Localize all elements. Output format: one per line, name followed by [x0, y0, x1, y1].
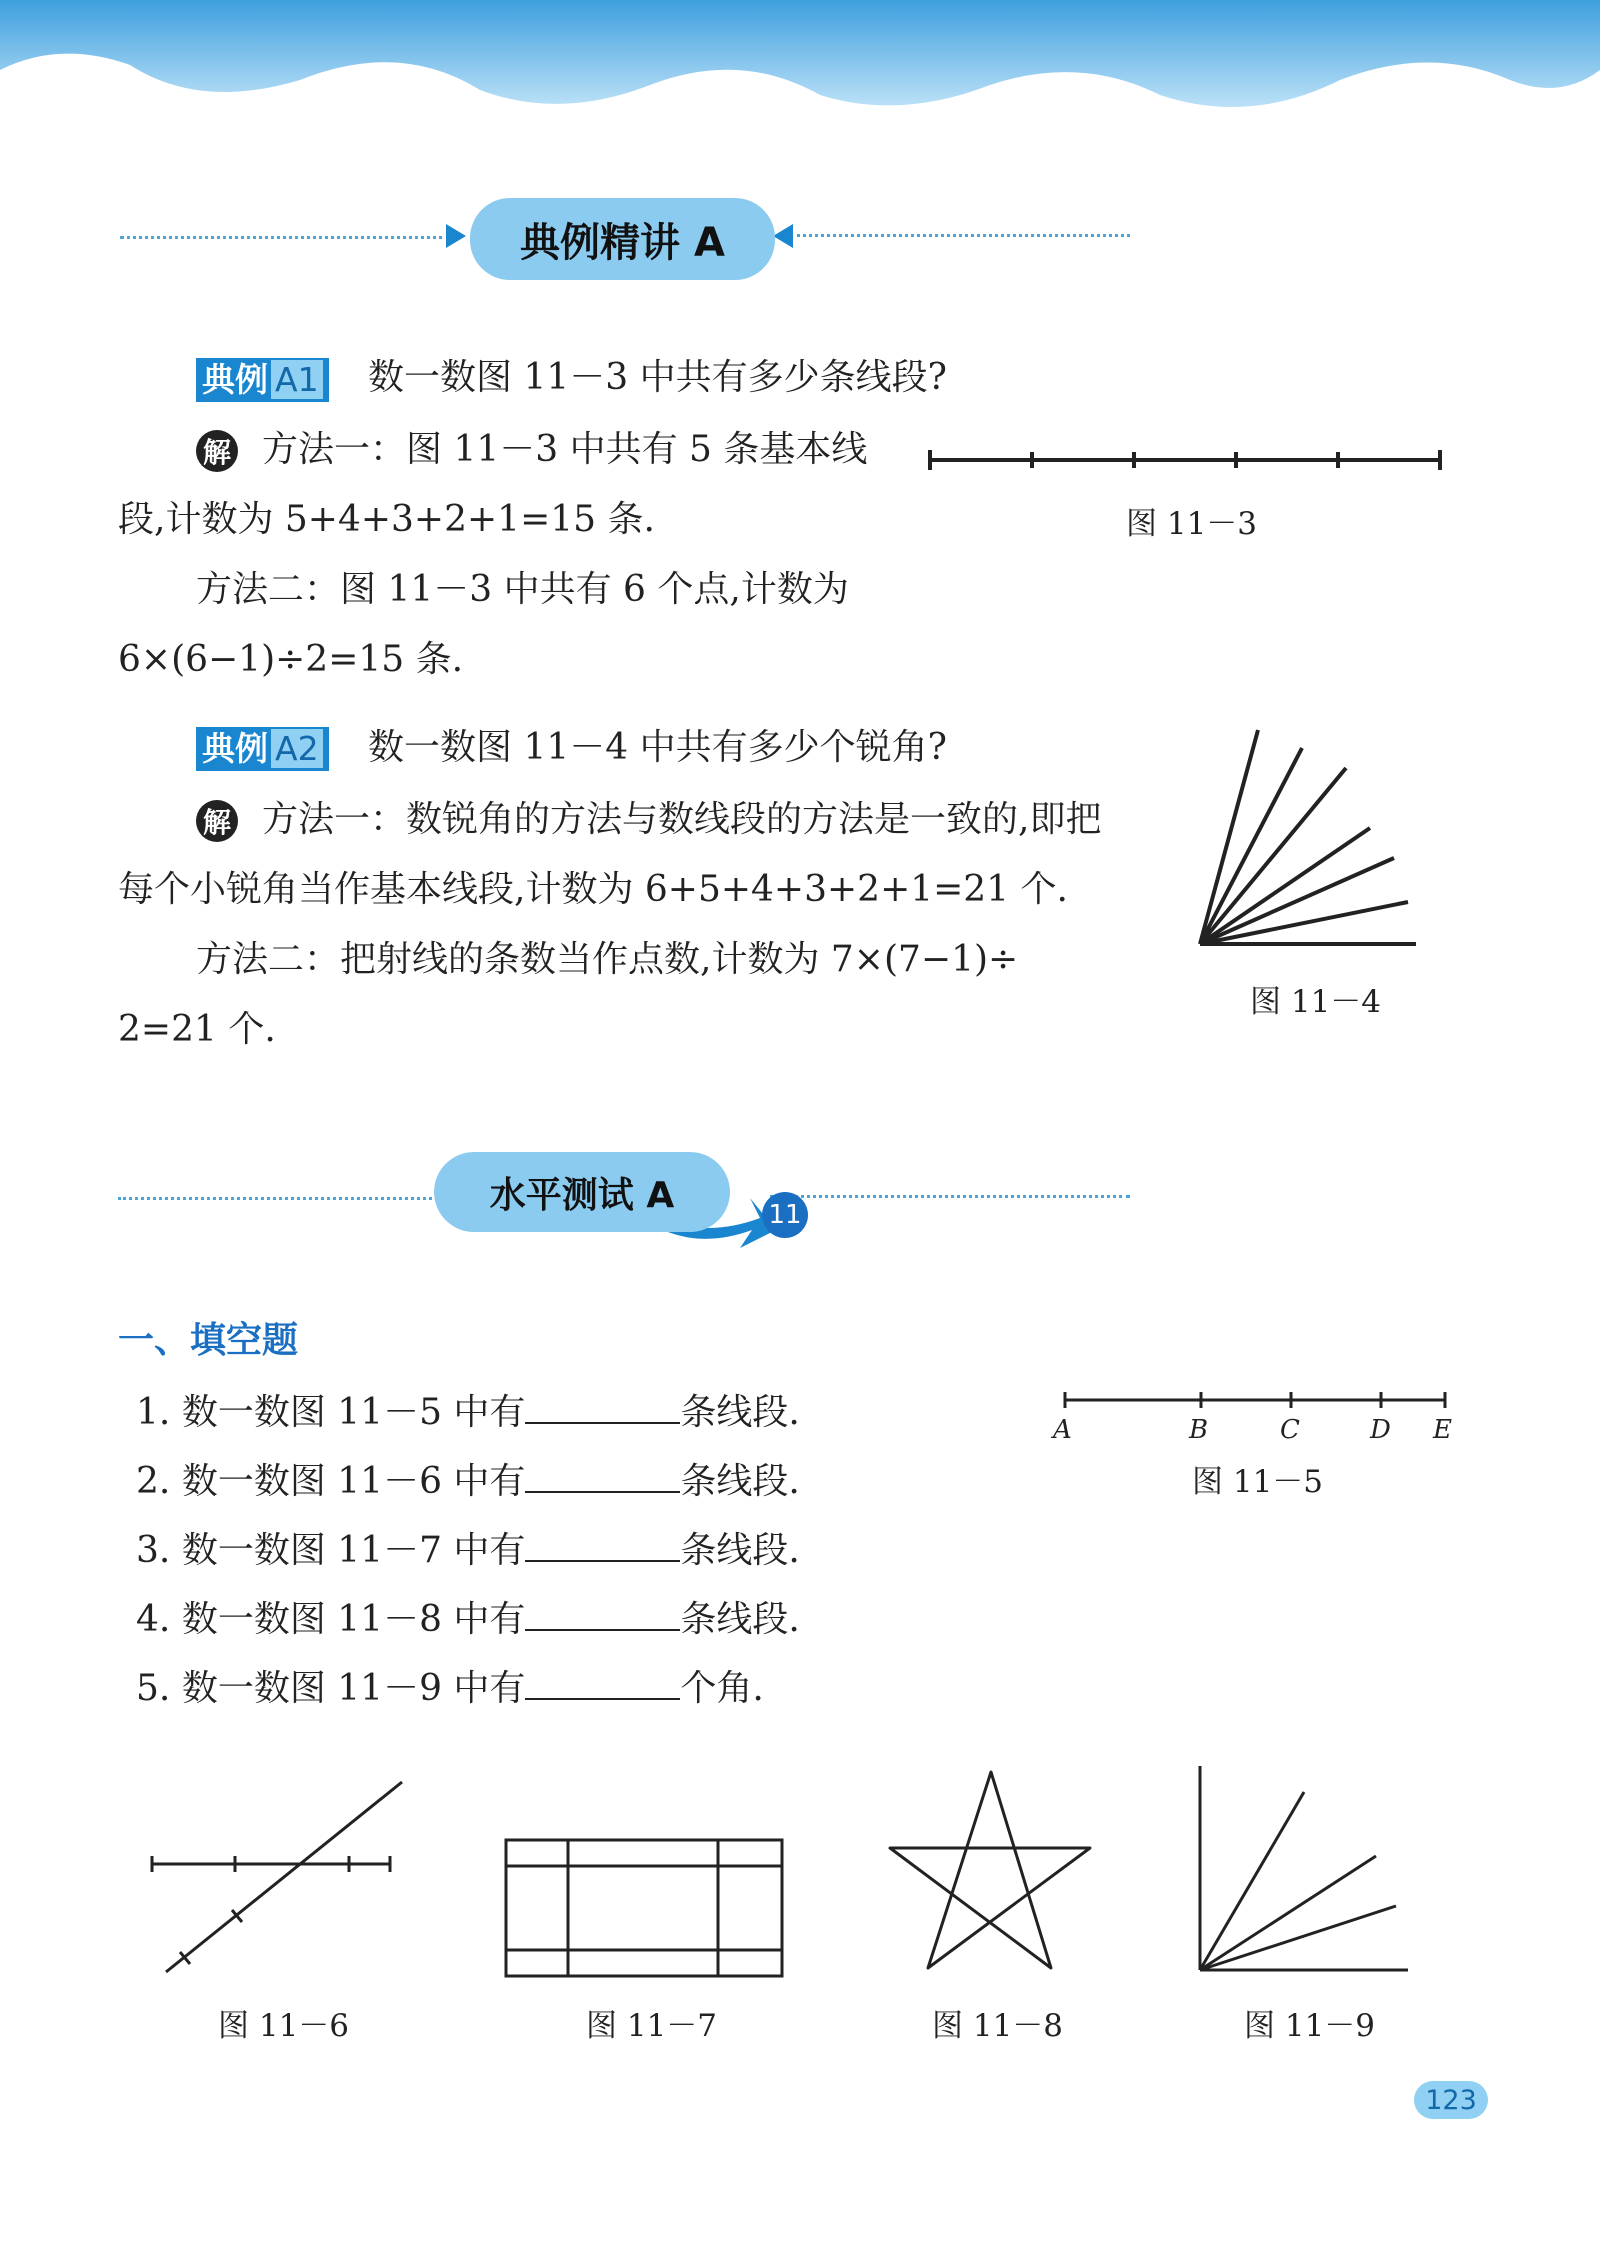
- figure-11-8-caption: 图 11－8: [932, 2008, 1064, 2044]
- answer-blank[interactable]: [525, 1386, 680, 1424]
- figure-11-8-star: [880, 1762, 1100, 1982]
- point-label: E: [1433, 1415, 1452, 1445]
- figure-11-6-lines: [140, 1770, 420, 1990]
- figure-11-4-angles: [1190, 720, 1430, 960]
- question-number: 2.: [136, 1461, 171, 1502]
- question-text: 数一数图 11－9 中有: [181, 1668, 526, 1709]
- divider-right: [770, 1195, 1130, 1198]
- a1-method1-line2: 段,计数为 5+4+3+2+1=15 条.: [118, 499, 655, 540]
- example-a1-question: 数一数图 11－3 中共有多少条线段?: [368, 357, 947, 398]
- question-unit: 个角.: [680, 1668, 764, 1709]
- section-title-a: 典例精讲 A: [470, 198, 775, 280]
- figure-11-5-caption: 图 11－5: [1192, 1464, 1324, 1500]
- a1-method2-line2: 6×(6−1)÷2=15 条.: [118, 639, 464, 680]
- figure-11-3-segments: [920, 440, 1450, 480]
- answer-blank[interactable]: [525, 1455, 680, 1493]
- solve-icon: 解: [196, 800, 238, 842]
- question-number: 3.: [136, 1530, 171, 1571]
- figure-11-5-segment: [1050, 1386, 1470, 1446]
- question-2: [136, 1455, 800, 1504]
- a2-method2-line1: 方法二：把射线的条数当作点数,计数为 7×(7−1)÷: [196, 939, 1019, 980]
- divider-left: [120, 236, 450, 239]
- question-4: [136, 1593, 800, 1642]
- a1-method2-line1: 方法二：图 11－3 中共有 6 个点,计数为: [196, 569, 849, 610]
- question-3: [136, 1524, 800, 1573]
- question-1: [136, 1386, 800, 1435]
- question-number: 1.: [136, 1392, 171, 1433]
- figure-11-9-angles: [1190, 1756, 1420, 1976]
- a2-method1-line2: 每个小锐角当作基本线段,计数为 6+5+4+3+2+1=21 个.: [118, 869, 1068, 910]
- answer-blank[interactable]: [525, 1593, 680, 1631]
- example-tag-a2: [196, 727, 329, 771]
- point-label: B: [1189, 1415, 1209, 1445]
- question-number: 5.: [136, 1668, 171, 1709]
- figure-11-7-caption: 图 11－7: [586, 2008, 718, 2044]
- question-text: 数一数图 11－8 中有: [181, 1599, 526, 1640]
- divider-left: [118, 1197, 438, 1200]
- question-text: 数一数图 11－5 中有: [181, 1392, 526, 1433]
- figure-11-9-caption: 图 11－9: [1244, 2008, 1376, 2044]
- unit-badge: 11: [762, 1192, 808, 1238]
- question-text: 数一数图 11－6 中有: [181, 1461, 526, 1502]
- figure-11-4-caption: 图 11－4: [1250, 984, 1382, 1020]
- solve-icon: 解: [196, 430, 238, 472]
- example-tag-label: 典例: [202, 729, 268, 768]
- question-5: [136, 1662, 764, 1711]
- example-tag-a1: [196, 358, 329, 402]
- fill-blank-heading: 一、填空题: [118, 1320, 299, 1361]
- example-tag-number: A2: [271, 729, 323, 768]
- point-label: A: [1053, 1415, 1072, 1445]
- question-number: 4.: [136, 1599, 171, 1640]
- a1-method1-line1: 方法一：图 11－3 中共有 5 条基本线: [262, 429, 868, 470]
- divider-right: [790, 234, 1130, 237]
- question-text: 数一数图 11－7 中有: [181, 1530, 526, 1571]
- example-tag-number: A1: [271, 360, 323, 399]
- triangle-right-icon: [446, 224, 466, 248]
- section-title-b: 水平测试 A: [434, 1152, 730, 1232]
- triangle-left-icon: [773, 224, 793, 248]
- page-number: 123: [1414, 2081, 1488, 2119]
- figure-11-7-rectangle: [500, 1832, 790, 1982]
- question-unit: 条线段.: [680, 1599, 800, 1640]
- question-unit: 条线段.: [680, 1461, 800, 1502]
- a2-method2-line2: 2=21 个.: [118, 1009, 276, 1050]
- a2-method1-line1: 方法一：数锐角的方法与数线段的方法是一致的,即把: [262, 799, 1102, 840]
- point-label: C: [1280, 1415, 1300, 1445]
- answer-blank[interactable]: [525, 1524, 680, 1562]
- figure-11-6-caption: 图 11－6: [218, 2008, 350, 2044]
- point-label: D: [1370, 1415, 1391, 1445]
- question-unit: 条线段.: [680, 1392, 800, 1433]
- figure-11-3-caption: 图 11－3: [1126, 506, 1258, 542]
- example-a2-question: 数一数图 11－4 中共有多少个锐角?: [368, 727, 947, 768]
- answer-blank[interactable]: [525, 1662, 680, 1700]
- question-unit: 条线段.: [680, 1530, 800, 1571]
- example-tag-label: 典例: [202, 360, 268, 399]
- sky-header-decoration: [0, 0, 1600, 170]
